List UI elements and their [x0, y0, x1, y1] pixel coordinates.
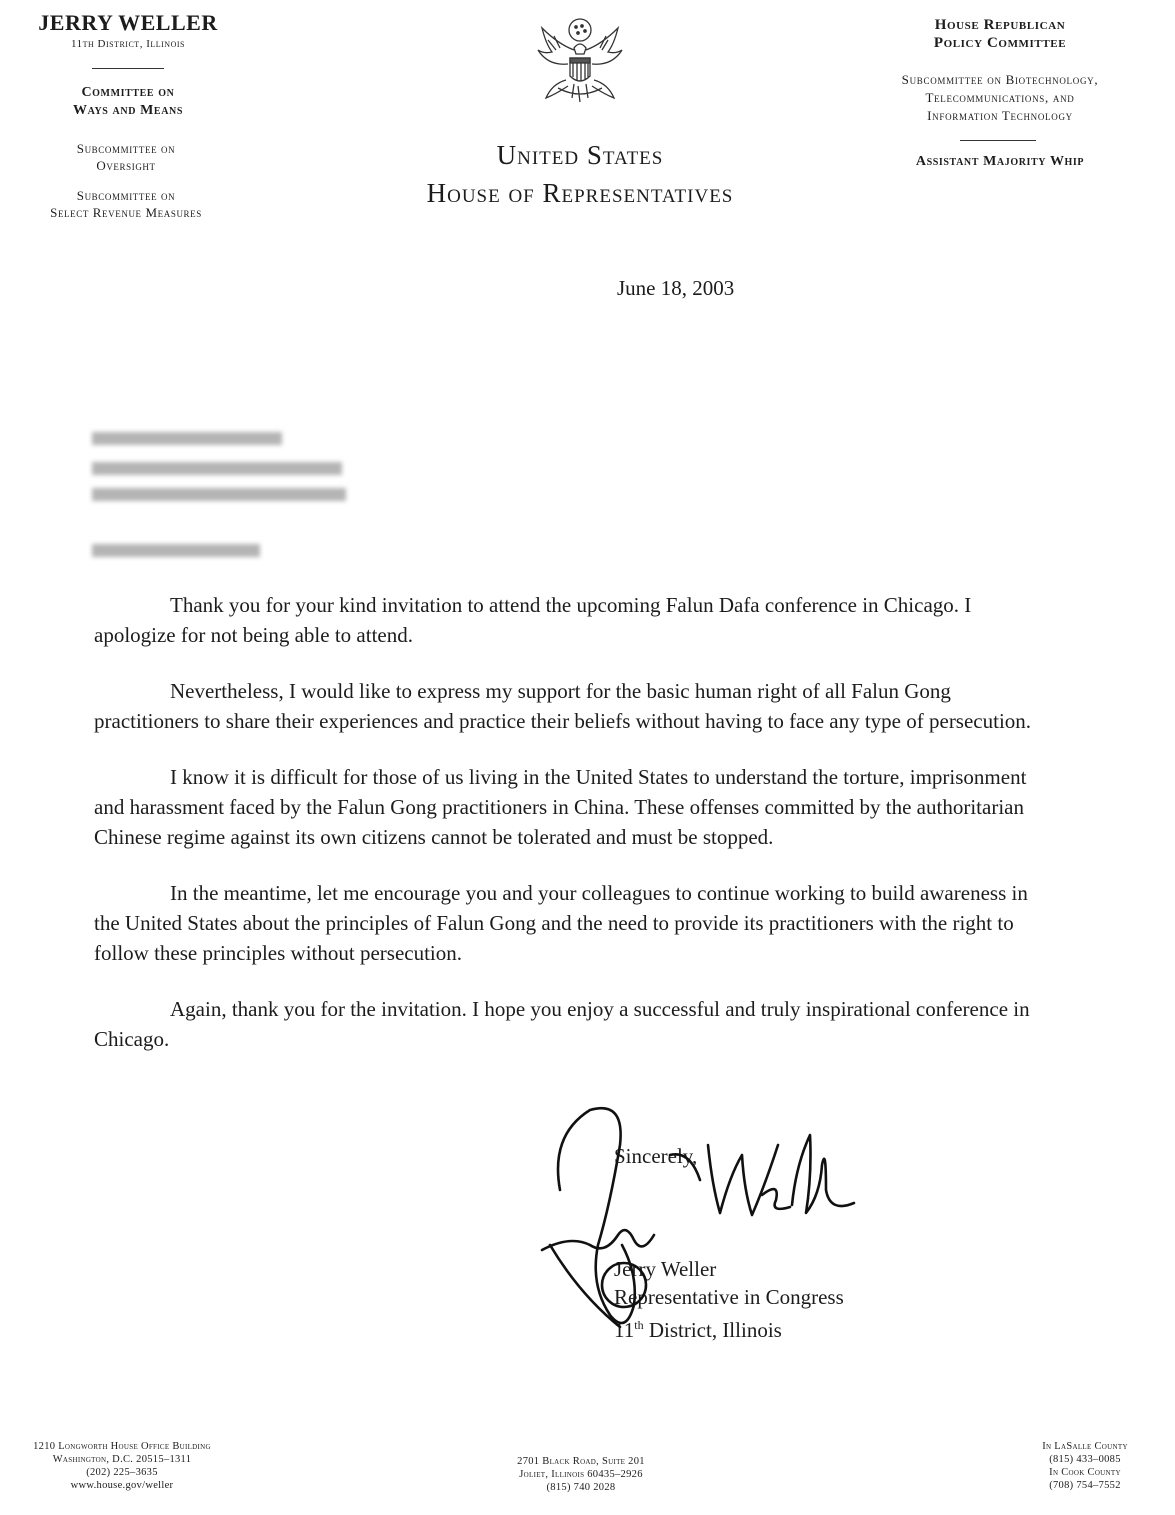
letter-date: June 18, 2003: [617, 276, 735, 300]
letter-body: [94, 590, 1054, 1080]
body-paragraph: Nevertheless, I would like to express my support for the basic human right of all Falun Gong practitioners to share their experiences and practice their beliefs without having to face any type of persecution.: [94, 679, 1032, 733]
divider: [92, 68, 164, 69]
subcommittee-line: Information Technology: [927, 108, 1073, 123]
chamber-title-line: House of Representatives: [426, 178, 734, 208]
footer-line: (815) 433–0085: [1049, 1454, 1121, 1465]
subcommittee-biotech: [840, 71, 1160, 125]
subcommittee-line: Subcommittee on Biotechnology,: [901, 72, 1099, 87]
committee-line: Ways and Means: [72, 103, 184, 118]
committee-line: Committee on: [81, 85, 175, 100]
chamber-title-line: United States: [496, 140, 664, 170]
salutation: Sincerely,: [614, 1144, 698, 1168]
footer-line: 1210 Longworth House Office Building: [33, 1441, 211, 1452]
body-paragraph: In the meantime, let me encourage you and your colleagues to continue working to build awareness in the United States about the principles of Falun Gong and the need to provide its practitioners with the right to follow these principles without persecution.: [94, 881, 1028, 965]
district-number: 11: [614, 1318, 635, 1342]
subcommittee-line: Oversight: [96, 158, 156, 173]
footer-county-offices: [1010, 1440, 1160, 1492]
subcommittee-line: Subcommittee on: [76, 141, 176, 156]
policy-committee-line: House Republican: [934, 17, 1066, 33]
body-paragraph: I know it is difficult for those of us living in the United States to understand the torture, imprisonment and harassment faced by the Falun Gong practitioners in China. These offenses committed by the authoritarian Chinese regime against its own citizens cannot be tolerated and must be stopped.: [94, 765, 1027, 849]
subcommittee-select-revenue: [0, 187, 252, 221]
footer-line: (708) 754–7552: [1049, 1480, 1121, 1491]
redacted-line: [92, 488, 346, 501]
policy-committee-line: Policy Committee: [933, 35, 1067, 51]
redacted-line: [92, 432, 282, 445]
committee-ways-and-means: [18, 84, 238, 120]
great-seal-eagle-icon: [528, 14, 632, 110]
subcommittee-oversight: [0, 140, 252, 174]
signer-title: Representative in Congress: [614, 1285, 844, 1309]
handwritten-signature: [530, 1095, 870, 1335]
district-ordinal: th: [634, 1318, 644, 1332]
subcommittee-line: Telecommunications, and: [925, 90, 1075, 105]
divider: [960, 140, 1036, 141]
redacted-line: [92, 462, 342, 475]
footer-line: In LaSalle County: [1042, 1441, 1128, 1452]
body-paragraph: Thank you for your kind invitation to attend the upcoming Falun Dafa conference in Chicago. I apologize for not being able to attend.: [94, 593, 972, 647]
footer-line: www.house.gov/weller: [70, 1480, 174, 1491]
member-district: 11th District, Illinois: [71, 38, 185, 50]
subcommittee-line: Subcommittee on: [76, 188, 176, 203]
footer-washington-office: [2, 1440, 242, 1492]
district-text: District, Illinois: [643, 1318, 782, 1342]
footer-line: (815) 740 2028: [546, 1482, 616, 1493]
footer-line: (202) 225–3635: [86, 1467, 158, 1478]
body-paragraph: Again, thank you for the invitation. I hope you enjoy a successful and truly inspirational conference in Chicago.: [94, 997, 1030, 1051]
footer-line: 2701 Black Road, Suite 201: [517, 1456, 645, 1467]
chamber-title: [330, 136, 830, 212]
assistant-majority-whip: Assistant Majority Whip: [915, 154, 1085, 169]
footer-line: In Cook County: [1049, 1467, 1121, 1478]
subcommittee-line: Select Revenue Measures: [50, 205, 202, 220]
signer-name: Jerry Weller: [614, 1257, 717, 1281]
member-name: JERRY WELLER: [38, 10, 218, 35]
redacted-line: [92, 544, 260, 557]
footer-joliet-office: [466, 1455, 696, 1494]
footer-line: Washington, D.C. 20515–1311: [52, 1454, 192, 1465]
footer-line: Joliet, Illinois 60435–2926: [519, 1469, 643, 1480]
policy-committee: [840, 16, 1160, 52]
